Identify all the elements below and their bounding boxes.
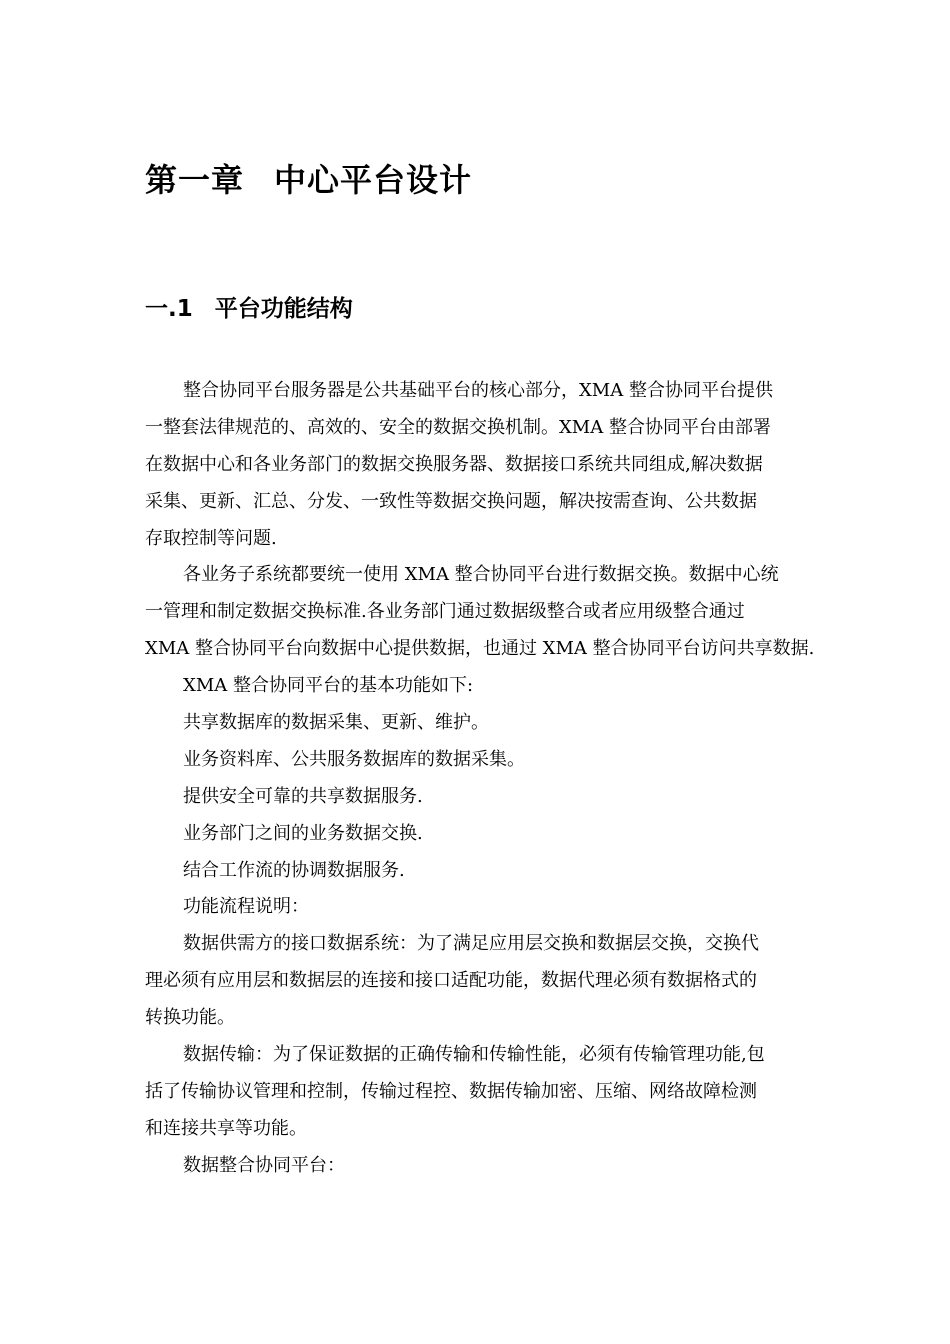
body-text — [145, 373, 825, 1185]
body-line: 在数据中心和各业务部门的数据交换服务器、数据接口系统共同组成,解决数据 — [145, 453, 763, 475]
body-line: 括了传输协议管理和控制，传输过程控、数据传输加密、压缩、网络故障检测 — [145, 1080, 757, 1102]
body-line: XMA 整合协同平台的基本功能如下: — [183, 675, 474, 697]
body-line: 数据传输：为了保证数据的正确传输和传输性能，必须有传输管理功能,包 — [183, 1044, 765, 1066]
body-line: 采集、更新、汇总、分发、一致性等数据交换问题，解决按需查询、公共数据 — [145, 490, 757, 512]
body-line: 业务部门之间的业务数据交换. — [183, 822, 423, 844]
section-number: 一.1 — [145, 296, 193, 322]
body-line: 一管理和制定数据交换标准.各业务部门通过数据级整合或者应用级整合通过 — [145, 601, 745, 623]
body-line: 业务资料库、公共服务数据库的数据采集。 — [183, 748, 525, 770]
body-line: 理必须有应用层和数据层的连接和接口适配功能，数据代理必须有数据格式的 — [145, 970, 757, 992]
section-title-text: 平台功能结构 — [214, 296, 353, 322]
body-line: 结合工作流的协调数据服务. — [183, 859, 405, 881]
body-line: 功能流程说明： — [183, 896, 309, 918]
chapter-number: 第一章 — [145, 161, 245, 199]
section-title — [145, 292, 353, 326]
body-line: 各业务子系统都要统一使用 XMA 整合协同平台进行数据交换。数据中心统 — [183, 564, 779, 586]
body-line: 转换功能。 — [145, 1007, 235, 1029]
body-line: 数据整合协同平台： — [183, 1154, 345, 1176]
body-line: 共享数据库的数据采集、更新、维护。 — [183, 712, 489, 734]
chapter-title — [145, 158, 472, 202]
body-line: 整合协同平台服务器是公共基础平台的核心部分，XMA 整合协同平台提供 — [183, 380, 773, 401]
body-line: 存取控制等问题. — [145, 527, 277, 549]
body-line: 提供安全可靠的共享数据服务. — [183, 785, 423, 807]
body-line: 一整套法律规范的、高效的、安全的数据交换机制。XMA 整合协同平台由部署 — [145, 416, 771, 438]
body-line: 和连接共享等功能。 — [145, 1117, 307, 1139]
chapter-title-text: 中心平台设计 — [274, 161, 473, 199]
body-line: XMA 整合协同平台向数据中心提供数据，也通过 XMA 整合协同平台访问共享数据. — [145, 638, 815, 660]
body-line: 数据供需方的接口数据系统：为了满足应用层交换和数据层交换，交换代 — [183, 933, 759, 955]
